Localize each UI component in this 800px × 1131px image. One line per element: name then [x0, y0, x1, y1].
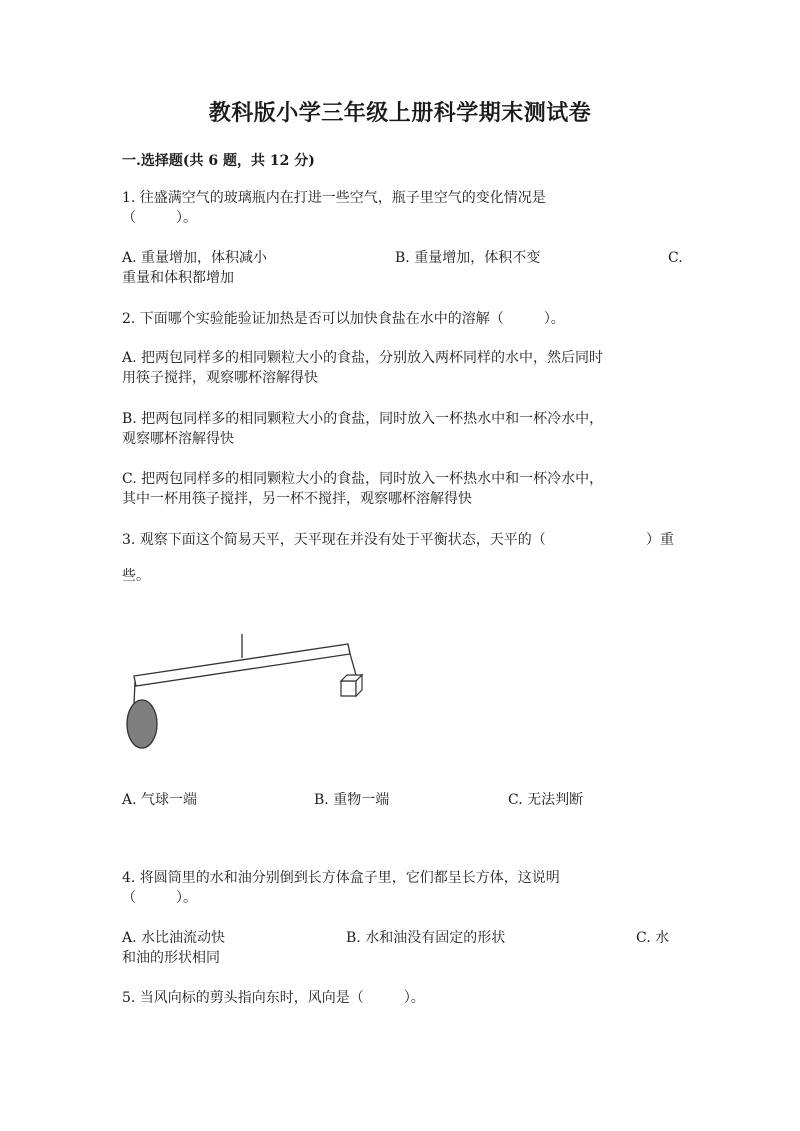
q3-option-b: B. 重物一端 — [314, 792, 390, 808]
q4-option-c-text: 和油的形状相同 — [122, 950, 220, 966]
q2-option-b-line1: B. 把两包同样多的相同颗粒大小的食盐，同时放入一杯热水中和一杯冷水中， — [122, 411, 604, 427]
q2-paren-close: ）。 — [543, 311, 565, 327]
q2-stem — [122, 309, 565, 329]
q1-stem-blank — [122, 208, 197, 228]
q1-option-c-label: C. — [668, 250, 683, 266]
q3-stem-line2: 些。 — [122, 568, 150, 584]
q4-option-a: A. 水比油流动快 — [122, 930, 226, 946]
q3-stem-close: ）重 — [646, 532, 674, 548]
q1-paren-close: ）。 — [176, 210, 197, 226]
weight-cube-icon — [341, 675, 362, 696]
q1-stem: 1. 往盛满空气的玻璃瓶内在打进一些空气，瓶子里空气的变化情况是 — [122, 190, 546, 206]
section-heading: 一.选择题(共 6 题，共 12 分) — [122, 153, 315, 169]
exam-title: 教科版小学三年级上册科学期末测试卷 — [208, 100, 592, 126]
q5-stem-text: 5. 当风向标的剪头指向东时，风向是（ — [122, 990, 364, 1006]
q2-option-c-line2: 其中一杯用筷子搅拌，另一杯不搅拌，观察哪杯溶解得快 — [122, 491, 472, 507]
q2-stem-text: 2. 下面哪个实验能验证加热是否可以加快食盐在水中的溶解（ — [122, 311, 504, 327]
q1-option-b: B. 重量增加，体积不变 — [395, 250, 541, 266]
q2-option-b-line2: 观察哪杯溶解得快 — [122, 431, 234, 447]
q2-option-c-line1: C. 把两包同样多的相同颗粒大小的食盐，同时放入一杯热水中和一杯冷水中， — [122, 471, 604, 487]
balloon-string — [134, 682, 135, 704]
q3-option-c: C. 无法判断 — [508, 792, 584, 808]
q2-option-a-line2: 用筷子搅拌，观察哪杯溶解得快 — [122, 370, 318, 386]
q2-option-a-line1: A. 把两包同样多的相同颗粒大小的食盐，分别放入两杯同样的水中，然后同时 — [122, 350, 604, 366]
q3-stem-line1: 3. 观察下面这个简易天平，天平现在并没有处于平衡状态，天平的（ — [122, 532, 546, 548]
q4-option-c-label: C. 水 — [636, 930, 670, 946]
q5-paren-close: ）。 — [403, 990, 425, 1006]
q4-stem: 4. 将圆筒里的水和油分别倒到长方体盒子里，它们都呈长方体，这说明 — [122, 870, 560, 886]
q5-stem — [122, 988, 425, 1008]
q4-stem-blank — [122, 888, 197, 908]
balance-illustration — [120, 630, 380, 760]
q4-paren-open: （ — [122, 890, 136, 906]
q3-option-a: A. 气球一端 — [122, 792, 198, 808]
q1-paren-open: （ — [122, 210, 136, 226]
balloon-icon — [127, 700, 157, 748]
weight-string — [349, 650, 356, 675]
q4-option-b: B. 水和油没有固定的形状 — [346, 930, 506, 946]
q4-paren-close: ）。 — [176, 890, 197, 906]
q1-option-c-text: 重量和体积都增加 — [122, 270, 234, 286]
q1-option-a: A. 重量增加，体积减小 — [122, 250, 268, 266]
